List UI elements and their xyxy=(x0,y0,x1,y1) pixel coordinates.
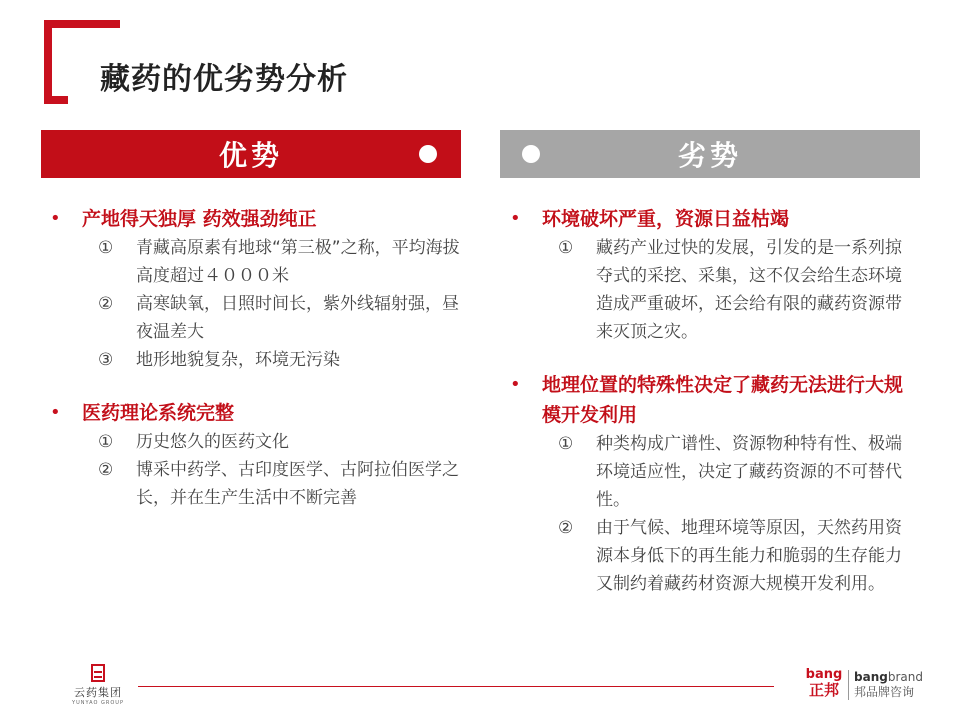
item-number: ① xyxy=(558,238,574,258)
item-list xyxy=(508,430,918,598)
item-number: ② xyxy=(558,518,574,538)
disadvantages-header xyxy=(500,130,920,178)
item-list xyxy=(48,428,460,512)
list-item xyxy=(98,346,460,374)
item-number: ② xyxy=(98,294,114,314)
item-text: 藏药产业过快的发展，引发的是一系列掠夺式的采挖、采集，这不仅会给生态环境造成严重破坏，还会给有限的藏药资源带来灭顶之灾。 xyxy=(596,238,902,342)
section-title: 地理位置的特殊性决定了藏药无法进行大规模开发利用 xyxy=(542,374,904,426)
section-heading xyxy=(48,204,460,234)
advantages-header-label: 优势 xyxy=(218,139,283,172)
yunyao-logo-icon xyxy=(91,664,105,682)
bullet-icon: • xyxy=(510,208,521,229)
section-title: 医药理论系统完整 xyxy=(82,402,235,424)
item-text: 历史悠久的医药文化 xyxy=(136,432,289,452)
disadvantage-section xyxy=(508,204,918,346)
list-item xyxy=(98,290,460,346)
footer-divider xyxy=(138,686,774,687)
advantages-header xyxy=(41,130,461,178)
bang-wordmark xyxy=(854,670,923,700)
item-list xyxy=(48,234,460,374)
item-number: ③ xyxy=(98,350,114,370)
dot-icon xyxy=(522,145,540,163)
item-number: ② xyxy=(98,460,114,480)
list-item xyxy=(98,234,460,290)
advantage-section xyxy=(48,398,460,512)
disadvantages-header-label: 劣势 xyxy=(677,139,742,172)
wordmark-en-rest: brand xyxy=(887,670,923,684)
badge-bottom-text: 正邦 xyxy=(808,681,839,699)
advantage-section xyxy=(48,204,460,374)
wordmark-en-bold: bang xyxy=(854,670,888,684)
list-item xyxy=(98,428,460,456)
item-text: 种类构成广谱性、资源物种特有性、极端环境适应性，决定了藏药资源的不可替代性。 xyxy=(596,434,902,510)
section-heading xyxy=(508,204,918,234)
list-item xyxy=(558,234,918,346)
item-text: 高寒缺氧，日照时间长，紫外线辐射强，昼夜温差大 xyxy=(136,294,459,342)
yunyao-group-logo xyxy=(72,664,124,704)
advantages-column xyxy=(48,204,460,536)
logo-cn-text: 云药集团 xyxy=(74,686,122,699)
item-text: 博采中药学、古印度医学、古阿拉伯医学之长，并在生产生活中不断完善 xyxy=(136,460,459,508)
item-text: 地形地貌复杂，环境无污染 xyxy=(136,350,340,370)
page-title: 藏药的优劣势分析 xyxy=(100,62,348,97)
item-number: ① xyxy=(558,434,574,454)
section-title: 产地得天独厚 药效强劲纯正 xyxy=(82,208,317,230)
bangbrand-logo xyxy=(800,664,923,704)
logo-en-text: YUNYAO GROUP xyxy=(72,700,124,706)
wordmark-cn: 邦品牌咨询 xyxy=(854,685,915,699)
disadvantages-column xyxy=(508,204,918,622)
item-text: 青藏高原素有地球“第三极”之称，平均海拔高度超过４０００米 xyxy=(136,238,460,286)
badge-top-text: bang xyxy=(805,667,843,682)
logo-divider xyxy=(848,670,849,700)
bullet-icon: • xyxy=(50,208,61,229)
bullet-icon: • xyxy=(510,374,521,395)
item-text: 由于气候、地理环境等原因，天然药用资源本身低下的再生能力和脆弱的生存能力又制约着藏药材资源大规模开发利用。 xyxy=(596,518,902,594)
list-item xyxy=(558,514,918,598)
dot-icon xyxy=(419,145,437,163)
list-item xyxy=(98,456,460,512)
bang-badge xyxy=(804,668,844,698)
item-list xyxy=(508,234,918,346)
section-heading xyxy=(508,370,918,430)
section-title: 环境破坏严重，资源日益枯竭 xyxy=(542,208,790,230)
wordmark-en xyxy=(854,670,923,684)
list-item xyxy=(558,430,918,514)
item-number: ① xyxy=(98,238,114,258)
disadvantage-section xyxy=(508,370,918,598)
item-number: ① xyxy=(98,432,114,452)
section-heading xyxy=(48,398,460,428)
bullet-icon: • xyxy=(50,402,61,423)
